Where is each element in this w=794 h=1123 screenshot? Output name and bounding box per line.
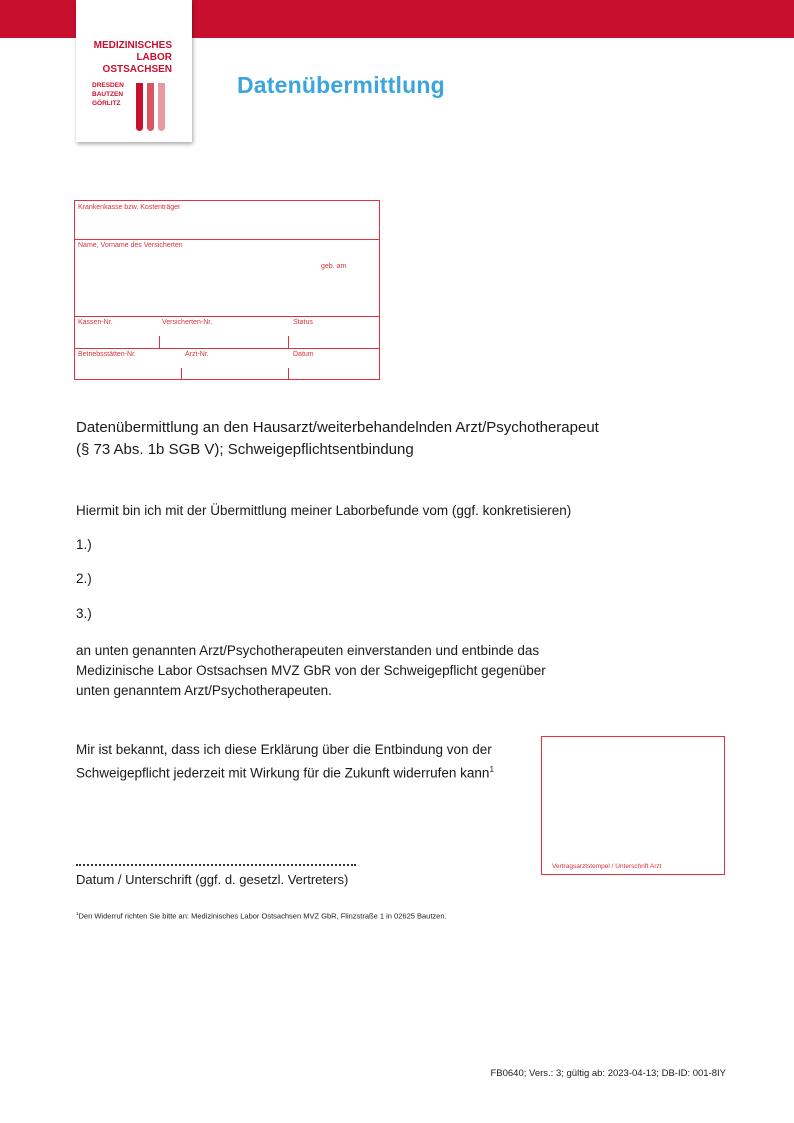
consent-body (76, 641, 546, 701)
test-tube-icon (136, 83, 143, 131)
kassen-nr-label: Kassen-Nr. (78, 319, 113, 326)
revocation-notice (76, 740, 494, 784)
heading-line-2: (§ 73 Abs. 1b SGB V); Schweigepflichtsentbindung (76, 441, 414, 458)
footnote-reference: 1 (489, 765, 494, 774)
logo-city-1: DRESDEN (92, 82, 124, 89)
revocation-line-1: Mir ist bekannt, dass ich diese Erklärung über die Entbindung von der (76, 742, 492, 757)
logo-city-2: BAUTZEN (92, 91, 124, 98)
logo-text-line-3: OSTSACHSEN (102, 64, 172, 75)
field-separator (159, 336, 160, 348)
revocation-line-2-wrap (76, 760, 494, 784)
name-label: Name, Vorname des Versicherten (78, 242, 183, 249)
doctor-stamp-box[interactable] (541, 736, 725, 875)
consent-intro: Hiermit bin ich mit der Übermittlung meiner Laborbefunde vom (ggf. konkretisieren) (76, 503, 572, 518)
revocation-line-2: Schweigepflicht jederzeit mit Wirkung für die Zukunft widerrufen kann (76, 765, 490, 781)
signature-label: Datum / Unterschrift (ggf. d. gesetzl. Vertreters) (76, 872, 349, 887)
footnote-text: Den Widerruf richten Sie bitte an: Medizinisches Labor Ostsachsen MVZ GbR, Flinzstraße 1 in 02625 Bautzen. (78, 911, 447, 921)
logo-text-line-2: LABOR (136, 52, 172, 63)
form-divider (75, 348, 379, 349)
footnote-marker: 1 (76, 911, 79, 916)
form-divider (75, 239, 379, 240)
logo-text-line-1: MEDIZINISCHES (93, 40, 172, 51)
page-title: Datenübermittlung (237, 72, 445, 98)
field-separator (181, 368, 182, 380)
arzt-nr-label: Arzt-Nr. (185, 351, 209, 358)
test-tube-icon (158, 83, 165, 131)
birthdate-label: geb. am (321, 263, 347, 270)
krankenkasse-label: Krankenkasse bzw. Kostenträger (78, 204, 181, 211)
form-divider (75, 316, 379, 317)
datum-label: Datum (293, 351, 314, 358)
lab-logo (76, 0, 192, 142)
insurance-form (74, 200, 380, 380)
field-separator (288, 336, 289, 348)
section-heading (76, 417, 599, 461)
test-tube-icon (147, 83, 154, 131)
consent-body-line-1: an unten genannten Arzt/Psychotherapeuten einverstanden und entbinde das (76, 643, 540, 658)
stamp-label: Vertragsarztstempel / Unterschrift Arzt (552, 863, 662, 870)
signature-line[interactable] (76, 864, 356, 866)
document-id: FB0640; Vers.: 3; gültig ab: 2023-04-13; DB-ID: 001-8IY (490, 1068, 726, 1079)
versicherten-nr-label: Versicherten-Nr. (162, 319, 213, 326)
field-separator (288, 368, 289, 380)
consent-body-line-3: unten genanntem Arzt/Psychotherapeuten. (76, 683, 332, 698)
item-3: 3.) (76, 606, 92, 621)
consent-body-line-2: Medizinische Labor Ostsachsen MVZ GbR von der Schweigepflicht gegenüber (76, 663, 546, 678)
logo-city-3: GÖRLITZ (92, 100, 121, 107)
heading-line-1: Datenübermittlung an den Hausarzt/weiterbehandelnden Arzt/Psychotherapeut (76, 419, 599, 436)
item-2: 2.) (76, 571, 92, 586)
footnote (76, 911, 447, 921)
betriebsstaetten-nr-label: Betriebsstätten-Nr. (78, 351, 136, 358)
status-label: Status (293, 319, 313, 326)
item-1: 1.) (76, 537, 92, 552)
